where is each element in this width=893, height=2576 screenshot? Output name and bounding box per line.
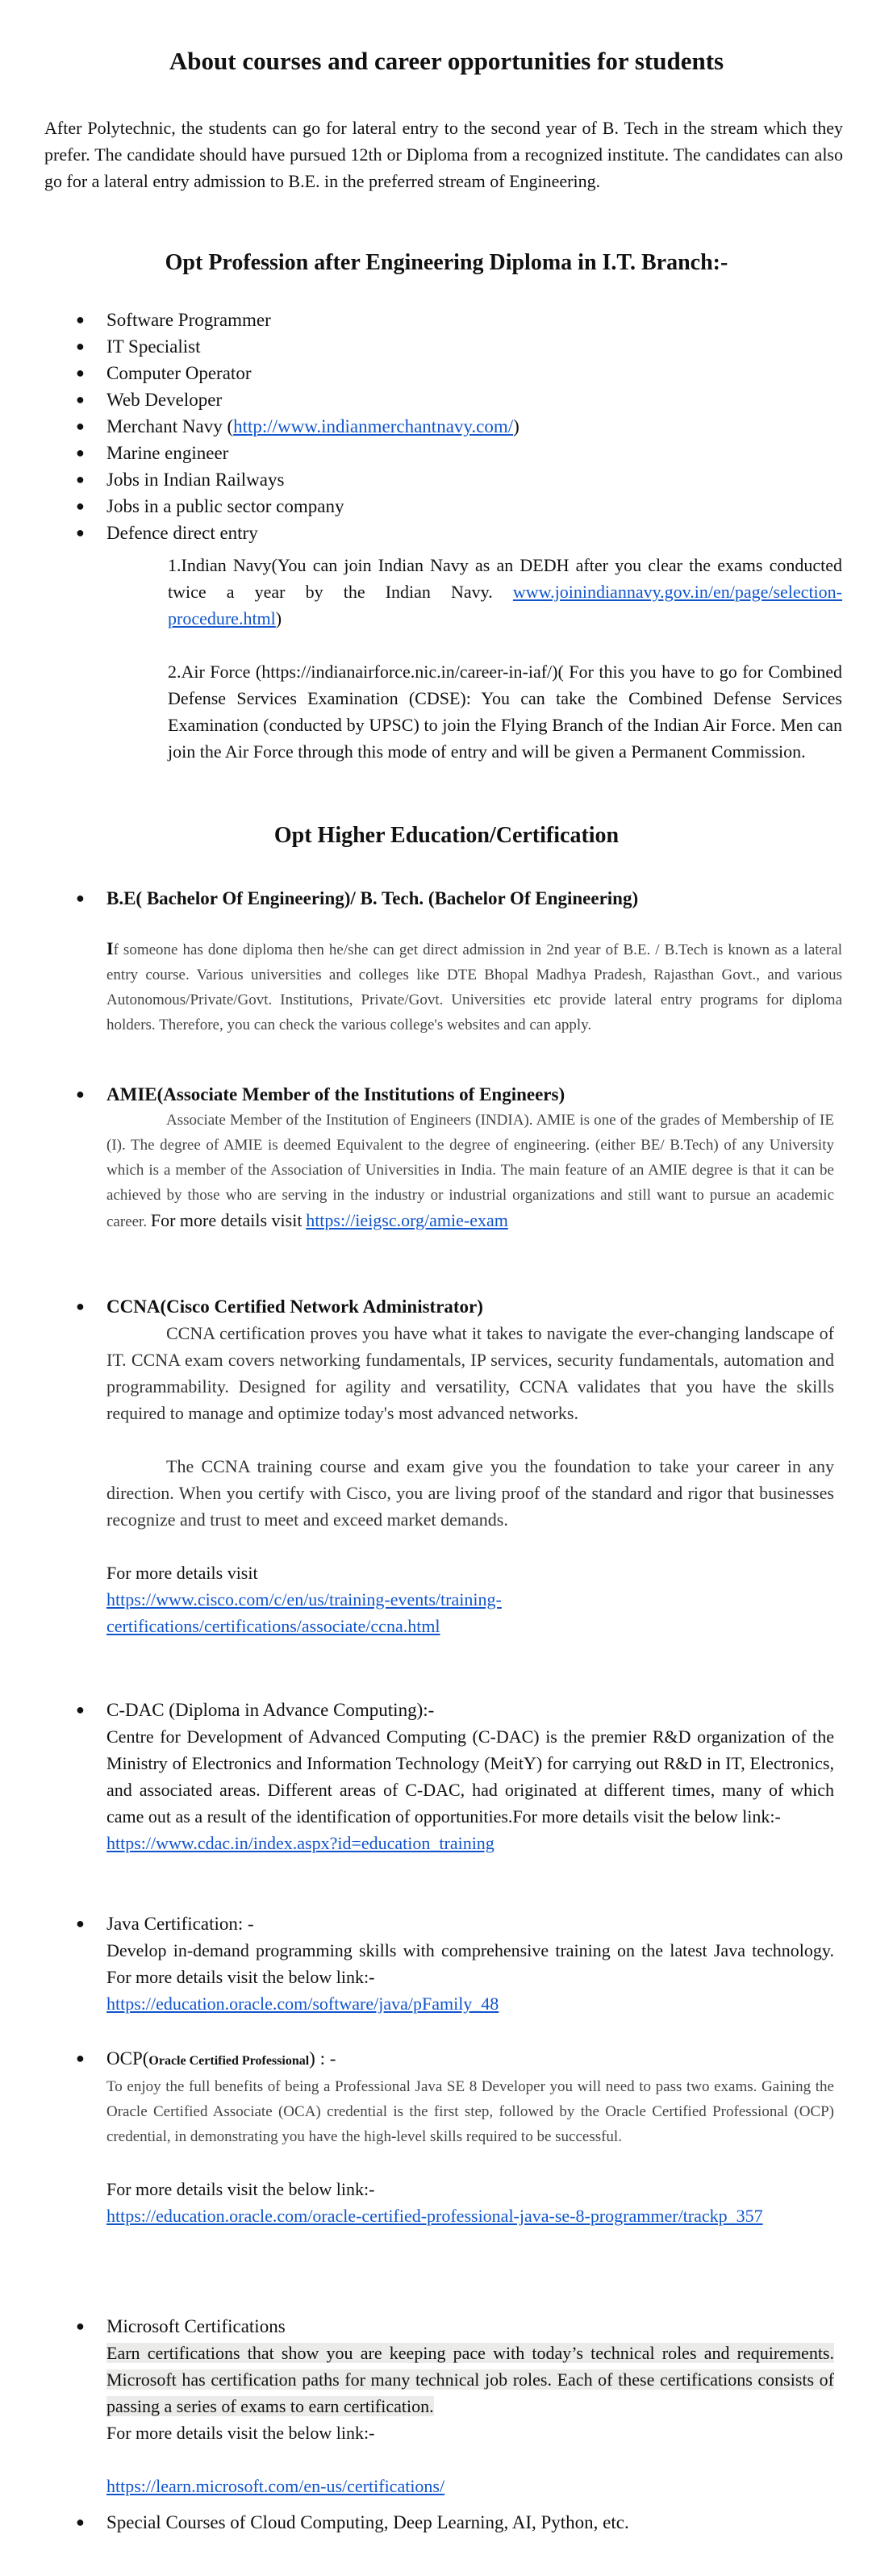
list-item: ● Defence direct entry	[76, 523, 258, 543]
ccna-title: ● CCNA(Cisco Certified Network Administrator)	[76, 1296, 483, 1317]
list-item: ● Web Developer	[76, 390, 223, 410]
cdac-section	[60, 1697, 834, 1856]
ccna-paragraph-2: The CCNA training course and exam give you the foundation to take your career in any direction. When you certify with Cisco, you are living proof of the standard and rigor that businesses recognize and trust to meet and exceed market demands.	[106, 1456, 834, 1530]
ocp-more-label: For more details visit the below link:-	[106, 2179, 375, 2199]
page-title: About courses and career opportunities for students	[169, 47, 724, 75]
ocp-title: ● OCP(Oracle Certified Professional) : -	[76, 2048, 336, 2069]
list-item: ● Computer Operator	[76, 363, 252, 383]
special-courses-item: ● Special Courses of Cloud Computing, Deep Learning, AI, Python, etc.	[76, 2512, 629, 2532]
be-title: ● B.E( Bachelor Of Engineering)/ B. Tech. (Bachelor Of Engineering)	[76, 888, 639, 908]
air-force-paragraph: 2.Air Force (https://indianairforce.nic.in/career-in-iaf/)( For this you have to go for Combined Defense Services Examination (CDSE): You can take the Combined Defense Services Examination (conducted by UPSC) to join the Flying Branch of the Indian Air Force. Men can join the Air Force through this mode of entry and will be given a Permanent Commission.	[168, 662, 842, 762]
ocp-link[interactable]: https://education.oracle.com/oracle-certified-professional-java-se-8-programmer/trackp_357	[106, 2206, 763, 2226]
cdac-link[interactable]: https://www.cdac.in/index.aspx?id=education_training	[106, 1833, 494, 1853]
ccna-section	[60, 1293, 834, 1639]
microsoft-more-label: For more details visit the below link:-	[106, 2423, 375, 2443]
intro-paragraph: After Polytechnic, the students can go for lateral entry to the second year of B. Tech in the stream which they prefer. The candidate should have pursued 12th or Diploma from a recognized institute. The candidates can also go for a lateral entry admission to B.E. in the preferred stream of Engineering.	[44, 118, 843, 191]
microsoft-paragraph: Earn certifications that show you are keeping pace with today’s technical roles and requirements. Microsoft has certification paths for many technical job roles. Each of these certifications consists of passing a series of exams to earn certification.	[106, 2343, 834, 2416]
profession-heading: Opt Profession after Engineering Diploma in I.T. Branch:-	[165, 250, 728, 275]
list-item: ● Software Programmer	[76, 310, 271, 330]
microsoft-link-wrap	[106, 2473, 834, 2499]
amie-link[interactable]: https://ieigsc.org/amie-exam	[306, 1210, 508, 1230]
ccna-link[interactable]: https://www.cisco.com/c/en/us/training-events/training-certifications/certifications/associate/ccna.html	[106, 1589, 502, 1636]
ccna-paragraph-1: CCNA certification proves you have what it takes to navigate the ever-changing landscape of IT. CCNA exam covers networking fundamentals, IP services, security fundamentals, automation and programmability. Designed for agility and versatility, CCNA validates that you have the skills required to manage and optimize today's most advanced networks.	[106, 1323, 834, 1423]
list-item: ● Jobs in a public sector company	[76, 496, 344, 516]
indian-navy-link[interactable]: www.joinindiannavy.gov.in/en/page/selection-procedure.html	[168, 582, 842, 628]
profession-list	[60, 307, 834, 546]
indian-navy-paragraph: 1.Indian Navy(You can join Indian Navy as an DEDH after you clear the exams conducted twice a year by the Indian Navy. www.joinindiannavy.gov.in/en/page/selection-procedure.html)	[168, 555, 842, 628]
ccna-more-label: For more details visit	[106, 1563, 258, 1583]
list-item: ● Jobs in Indian Railways	[76, 470, 285, 490]
ccna-link-wrap	[106, 1586, 834, 1639]
list-item: ● Marine engineer	[76, 443, 229, 463]
java-section	[60, 1910, 834, 2017]
ocp-section	[60, 2045, 834, 2229]
amie-paragraph: Associate Member of the Institution of Engineers (INDIA). AMIE is one of the grades of Membership of IE (I). The degree of AMIE is deemed Equivalent to the degree of engineering. (either BE/ B.Tech) of any University which is a member of the Association of Universities in India. The main feature of an AMIE degree is that it can be achieved by those who are serving in the industry or industrial organizations and still want to pursue an academic career. For more details visit https://ieigsc.org/amie-exam	[106, 1112, 834, 1230]
list-item: ● IT Specialist	[76, 336, 201, 357]
be-paragraph: If someone has done diploma then he/she can get direct admission in 2nd year of B.E. / B.Tech is known as a lateral entry course. Various universities and colleges like DTE Bhopal Madhya Pradesh, Rajasthan Govt., and various Autonomous/Private/Govt. Institutions, Private/Govt. Universities etc provide lateral entry programs for diploma holders. Therefore, you can check the various college's websites and can apply.	[106, 938, 842, 1033]
amie-title: ● AMIE(Associate Member of the Institutions of Engineers)	[76, 1084, 565, 1104]
higher-education-heading: Opt Higher Education/Certification	[273, 823, 620, 848]
cdac-paragraph: Centre for Development of Advanced Computing (C-DAC) is the premier R&D organization of the Ministry of Electronics and Information Technology (MeitY) for carrying out R&D in IT, Electronics, and associated areas. Different areas of C-DAC, had originated at different times, many of which came out as a result of the identification of opportunities.For more details visit the below link:-	[106, 1726, 834, 1827]
ocp-paragraph: To enjoy the full benefits of being a Professional Java SE 8 Developer you will need to pass two exams. Gaining the Oracle Certified Associate (OCA) credential is the first step, followed by the Oracle Certified Professional (OCP) credential, in demonstrating you have the high-level skills required to be successful.	[106, 2078, 834, 2145]
amie-section	[60, 1081, 834, 1234]
microsoft-link[interactable]: https://learn.microsoft.com/en-us/certifications/	[106, 2476, 445, 2496]
java-link[interactable]: https://education.oracle.com/software/java/pFamily_48	[106, 1994, 499, 2014]
cdac-link-wrap	[106, 1830, 834, 1856]
java-paragraph: Develop in-demand programming skills with comprehensive training on the latest Java technology. For more details visit the below link:-	[106, 1940, 834, 1987]
special-section	[60, 2509, 834, 2536]
cdac-title: ● C-DAC (Diploma in Advance Computing):-	[76, 1700, 435, 1720]
java-link-wrap	[106, 1990, 834, 2017]
list-item: ● Merchant Navy (http://www.indianmerchantnavy.com/)	[76, 416, 520, 436]
microsoft-title: ● Microsoft Certifications	[76, 2316, 286, 2336]
be-section	[60, 885, 834, 912]
ocp-link-wrap	[106, 2202, 834, 2229]
merchant-navy-link[interactable]: http://www.indianmerchantnavy.com/	[233, 416, 514, 436]
microsoft-section	[60, 2313, 834, 2499]
java-title: ● Java Certification: -	[76, 1914, 254, 1934]
